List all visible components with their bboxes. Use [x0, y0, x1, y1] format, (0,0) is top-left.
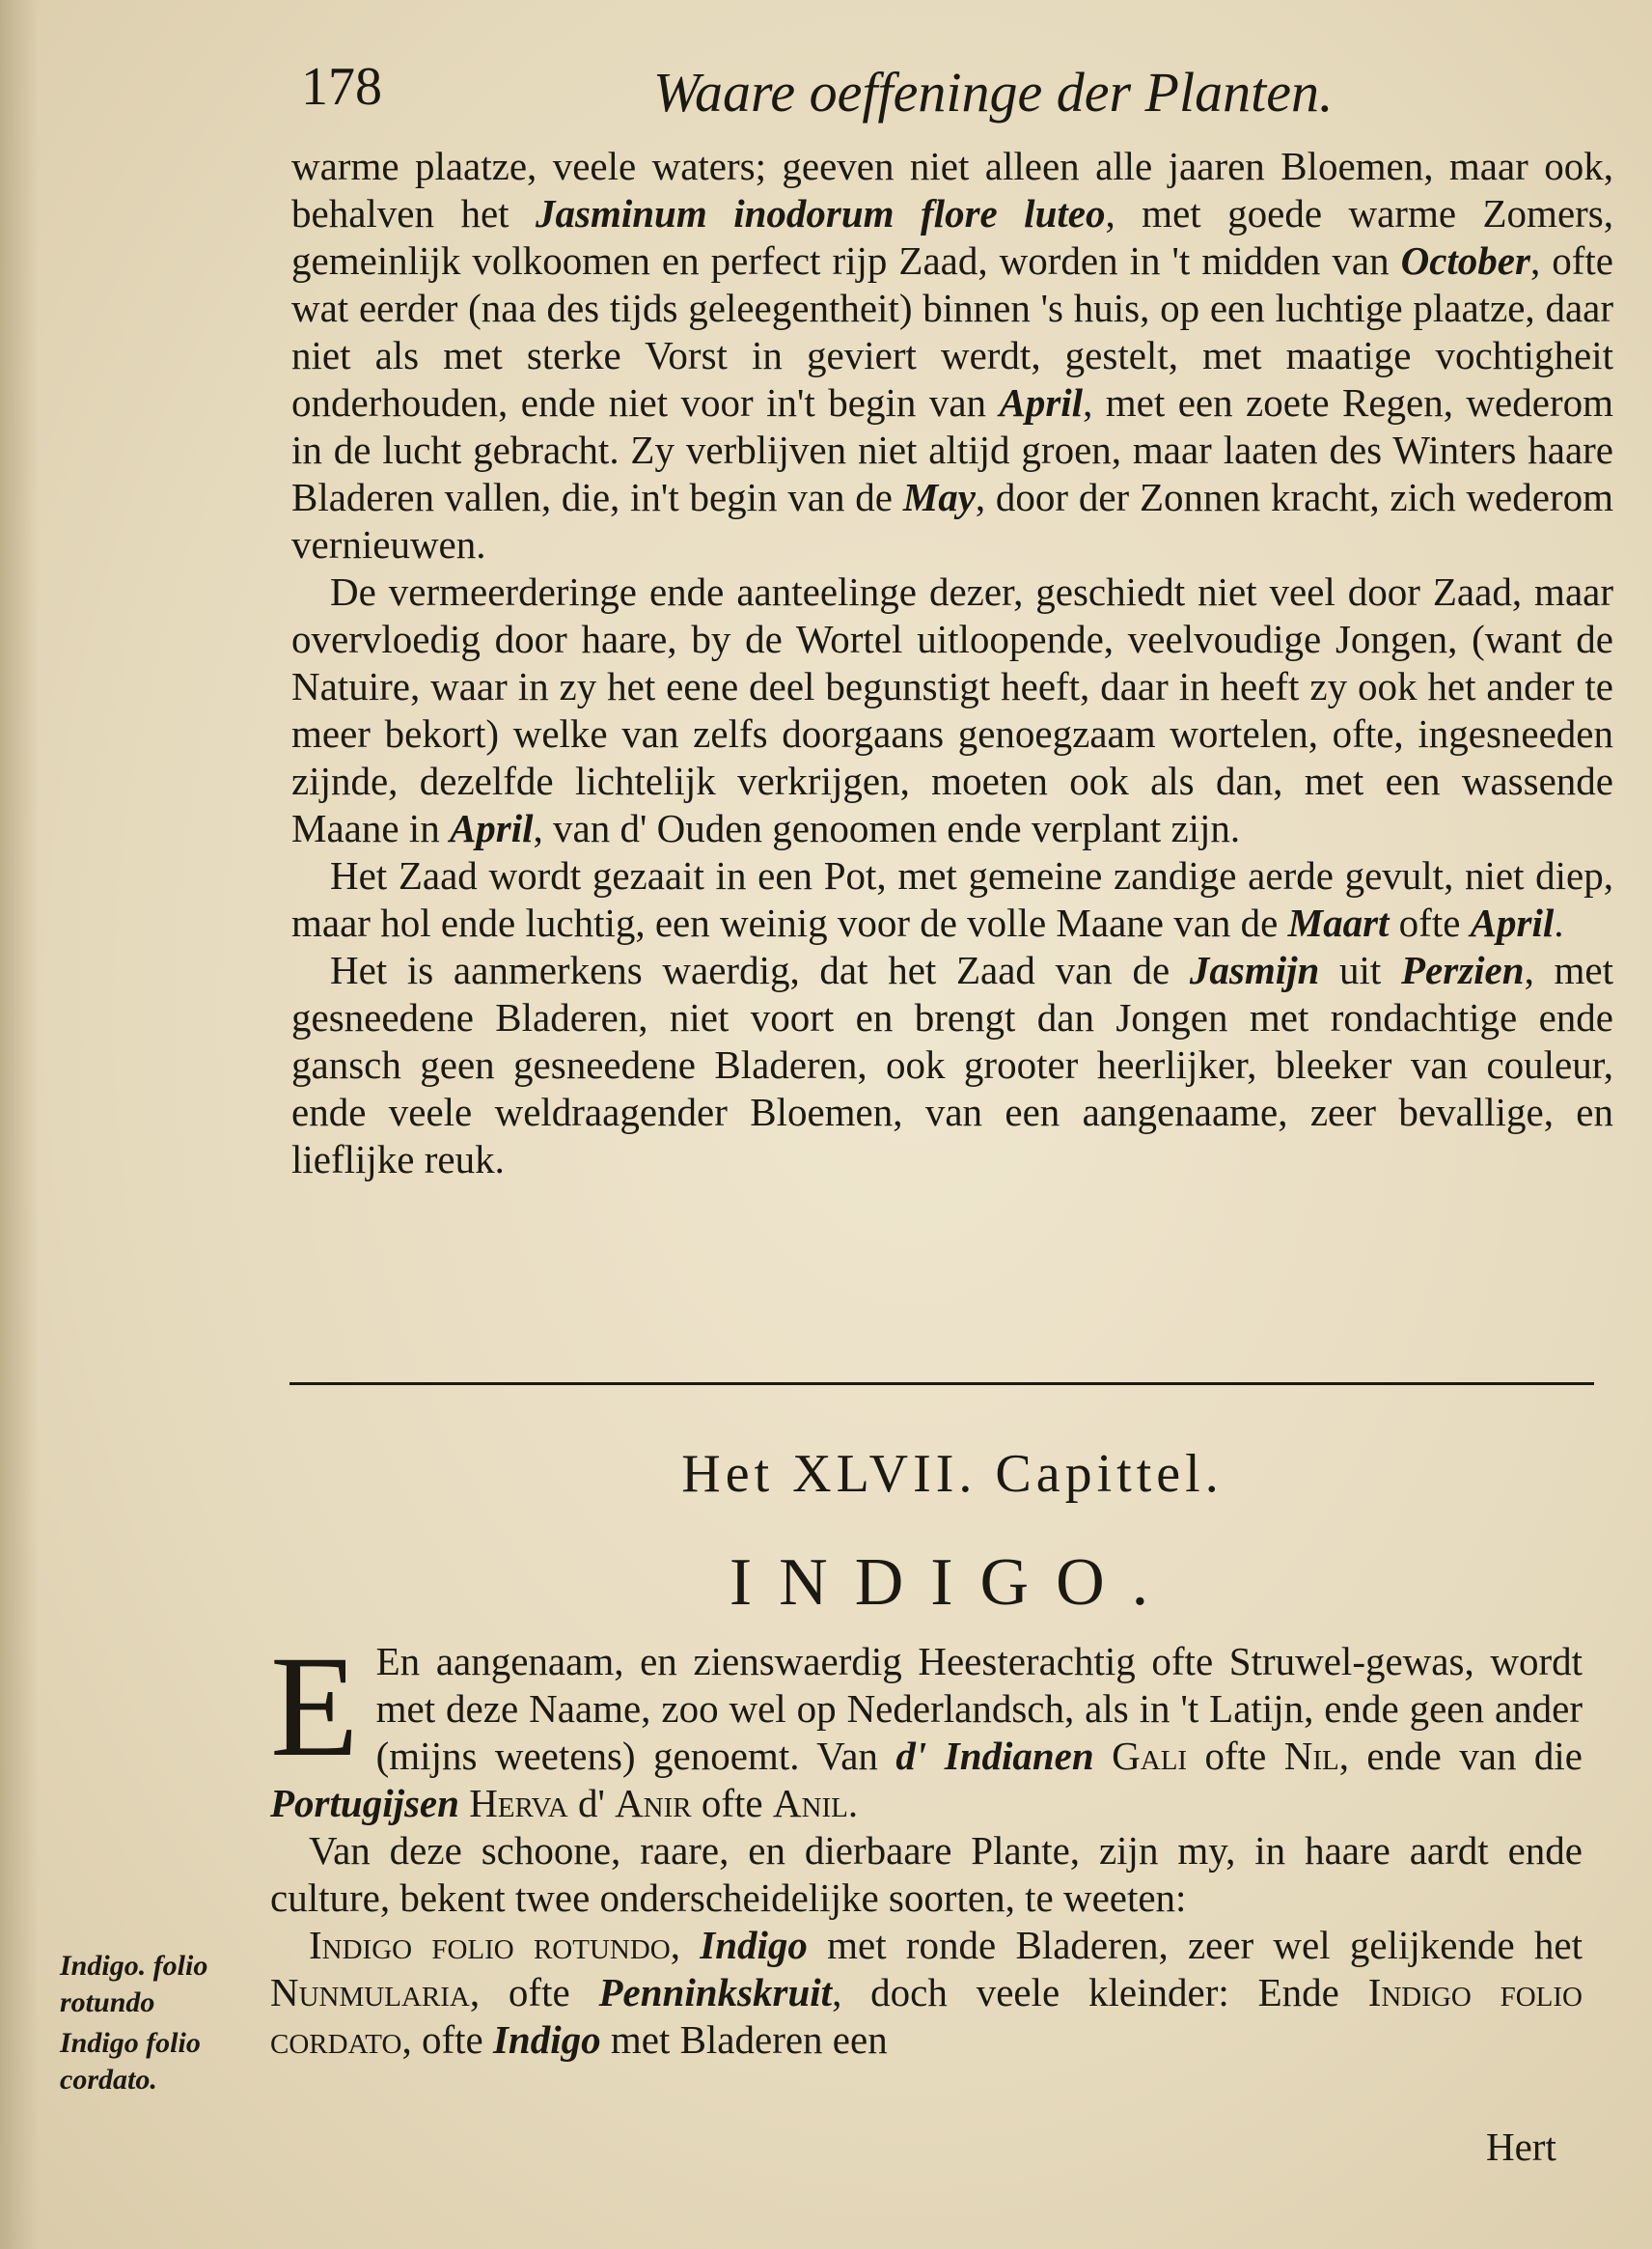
- paragraph: [270, 1827, 1583, 1922]
- small-caps-term: Anir: [615, 1781, 692, 1825]
- paragraph: [291, 143, 1613, 569]
- text-run: En aangenaam, en zienswaerdig Heesterachtig ofte Struwel-gewas, wordt met deze Naame, zoo wel op Nederlandsch, als in 't Latijn, ende geen ander (mijns weetens) genoemt. Van: [375, 1639, 1583, 1778]
- catchword: Hert: [1486, 2124, 1556, 2169]
- section-title: INDIGO.: [729, 1545, 1176, 1620]
- body-text: [291, 143, 1613, 1183]
- italic-term: May: [902, 475, 976, 519]
- small-caps-term: Indigo folio cordato: [270, 1970, 1583, 2062]
- italic-term: October: [1400, 238, 1530, 283]
- italic-term: Penninkskruit: [598, 1970, 833, 2014]
- small-caps-term: Nunmularia: [270, 1970, 470, 2014]
- section-body-text: [270, 1626, 1583, 2064]
- small-caps-term: Nil: [1283, 1734, 1339, 1778]
- text-run: , ofte wat eerder (naa des tijds geleegentheit) binnen 's huis, op een luchtige plaatze, daar niet als met sterke Vorst in geviert werdt, gestelt, met maatige vochtigheit onderhouden, ende niet voor in't begin van: [291, 238, 1613, 425]
- text-run: , met gesneedene Bladeren, niet voort en brengt dan Jongen met rondachtige ende gansch geen gesneedene Bladeren, ook grooter heerlijker, bleeker van couleur, ende veele weldraagender Bloemen, van een aangenaame, zeer bevallige, en lieflijke reuk.: [291, 948, 1613, 1181]
- margin-notes: [60, 1948, 267, 2102]
- text-run: ofte: [1187, 1734, 1284, 1778]
- small-caps-term: Anil: [772, 1781, 848, 1825]
- text-run: .: [847, 1781, 859, 1825]
- italic-term: Maart: [1287, 901, 1390, 945]
- italic-term: Jasmijn: [1189, 948, 1320, 992]
- paragraph: [291, 947, 1613, 1183]
- text-run: ofte: [691, 1781, 773, 1825]
- small-caps-term: Indigo folio rotundo: [309, 1923, 671, 1967]
- italic-term: April: [1470, 901, 1555, 945]
- text-run: [459, 1781, 469, 1825]
- page-header: [301, 56, 1613, 143]
- italic-term: Jasminum inodorum flore luteo: [536, 191, 1106, 236]
- italic-term: Portugijsen: [270, 1781, 459, 1825]
- text-run: Het Zaad wordt gezaait in een Pot, met gemeine zandige aerde gevult, niet diep, maar hol ende luchtig, een weinig voor de volle Maane van de: [291, 853, 1613, 945]
- section-rule: [289, 1382, 1594, 1385]
- text-run: De vermeerderinge ende aanteelinge dezer, geschiedt niet veel door Zaad, maar overvloedig door haare, by de Wortel uitloopende, veelvoudige Jongen, (want de Natuire, waar in zy het eene deel begunstigt heeft, daar in heeft zy ook het ander te meer bekort) welke van zelfs doorgaans genoegzaam wortelen, ofte, ingesneeden zijnde, dezelfde lichtelijk verkrijgen, moeten ook als dan, met een wassende Maane in: [291, 569, 1613, 850]
- margin-note: Indigo folio cordato.: [60, 2027, 201, 2096]
- italic-term: April: [999, 380, 1084, 425]
- show-through-edge: [0, 0, 39, 2249]
- text-run: ofte: [1389, 901, 1471, 945]
- paragraph: [291, 569, 1613, 852]
- text-run: , met goede warme Zomers, gemeinlijk volkoomen en perfect rijp Zaad, worden in 't midden van: [291, 191, 1613, 283]
- italic-term: Indigo: [700, 1923, 808, 1967]
- chapter-heading: Het XLVII. Capittel.: [681, 1444, 1224, 1504]
- text-run: , ofte: [469, 1970, 599, 2014]
- text-run: [1094, 1734, 1112, 1778]
- text-run: , met een zoete Regen, wederom in de lucht gebracht. Zy verblijven niet altijd groen, maar laaten des Winters haare Bladeren vallen, die, in't begin van de: [291, 380, 1613, 519]
- paragraph: [270, 1626, 1583, 1827]
- text-run: Van deze schoone, raare, en dierbaare Plante, zijn my, in haare aardt ende culture, bekent twee onderscheidelijke soorten, te weeten:: [270, 1828, 1583, 1920]
- text-run: warme plaatze, veele waters; geeven niet alleen alle jaaren Bloemen, maar ook, behalven het: [291, 144, 1613, 236]
- margin-note: Indigo. folio rotundo: [60, 1950, 208, 2018]
- text-run: met Bladeren een: [600, 2017, 888, 2062]
- italic-term: Perzien: [1401, 948, 1525, 992]
- text-run: Het is aanmerkens waerdig, dat het Zaad van de: [330, 948, 1190, 992]
- running-title: Waare oeffeninge der Planten.: [653, 61, 1334, 124]
- text-run: , doch veele kleinder: Ende: [832, 1970, 1368, 2014]
- text-run: d': [567, 1781, 616, 1825]
- small-caps-term: Herva: [469, 1781, 568, 1825]
- text-run: , ofte: [401, 2017, 493, 2062]
- italic-term: April: [449, 806, 534, 850]
- italic-term: d' Indianen: [895, 1734, 1094, 1778]
- text-run: ,: [670, 1923, 701, 1967]
- paragraph: [270, 1922, 1583, 2064]
- text-run: , van d' Ouden genoomen ende verplant zijn.: [533, 806, 1241, 850]
- text-run: , door der Zonnen kracht, zich wederom vernieuwen.: [291, 475, 1614, 567]
- italic-term: Indigo: [492, 2017, 601, 2062]
- text-run: .: [1554, 901, 1564, 945]
- small-caps-term: Gali: [1112, 1734, 1188, 1778]
- drop-cap: E: [270, 1626, 359, 1787]
- paragraph: [291, 852, 1613, 947]
- page-number: 178: [301, 57, 382, 117]
- text-run: met ronde Bladeren, zeer wel gelijkende het: [807, 1923, 1583, 1967]
- text-run: uit: [1319, 948, 1402, 992]
- text-run: , ende van die: [1338, 1734, 1583, 1778]
